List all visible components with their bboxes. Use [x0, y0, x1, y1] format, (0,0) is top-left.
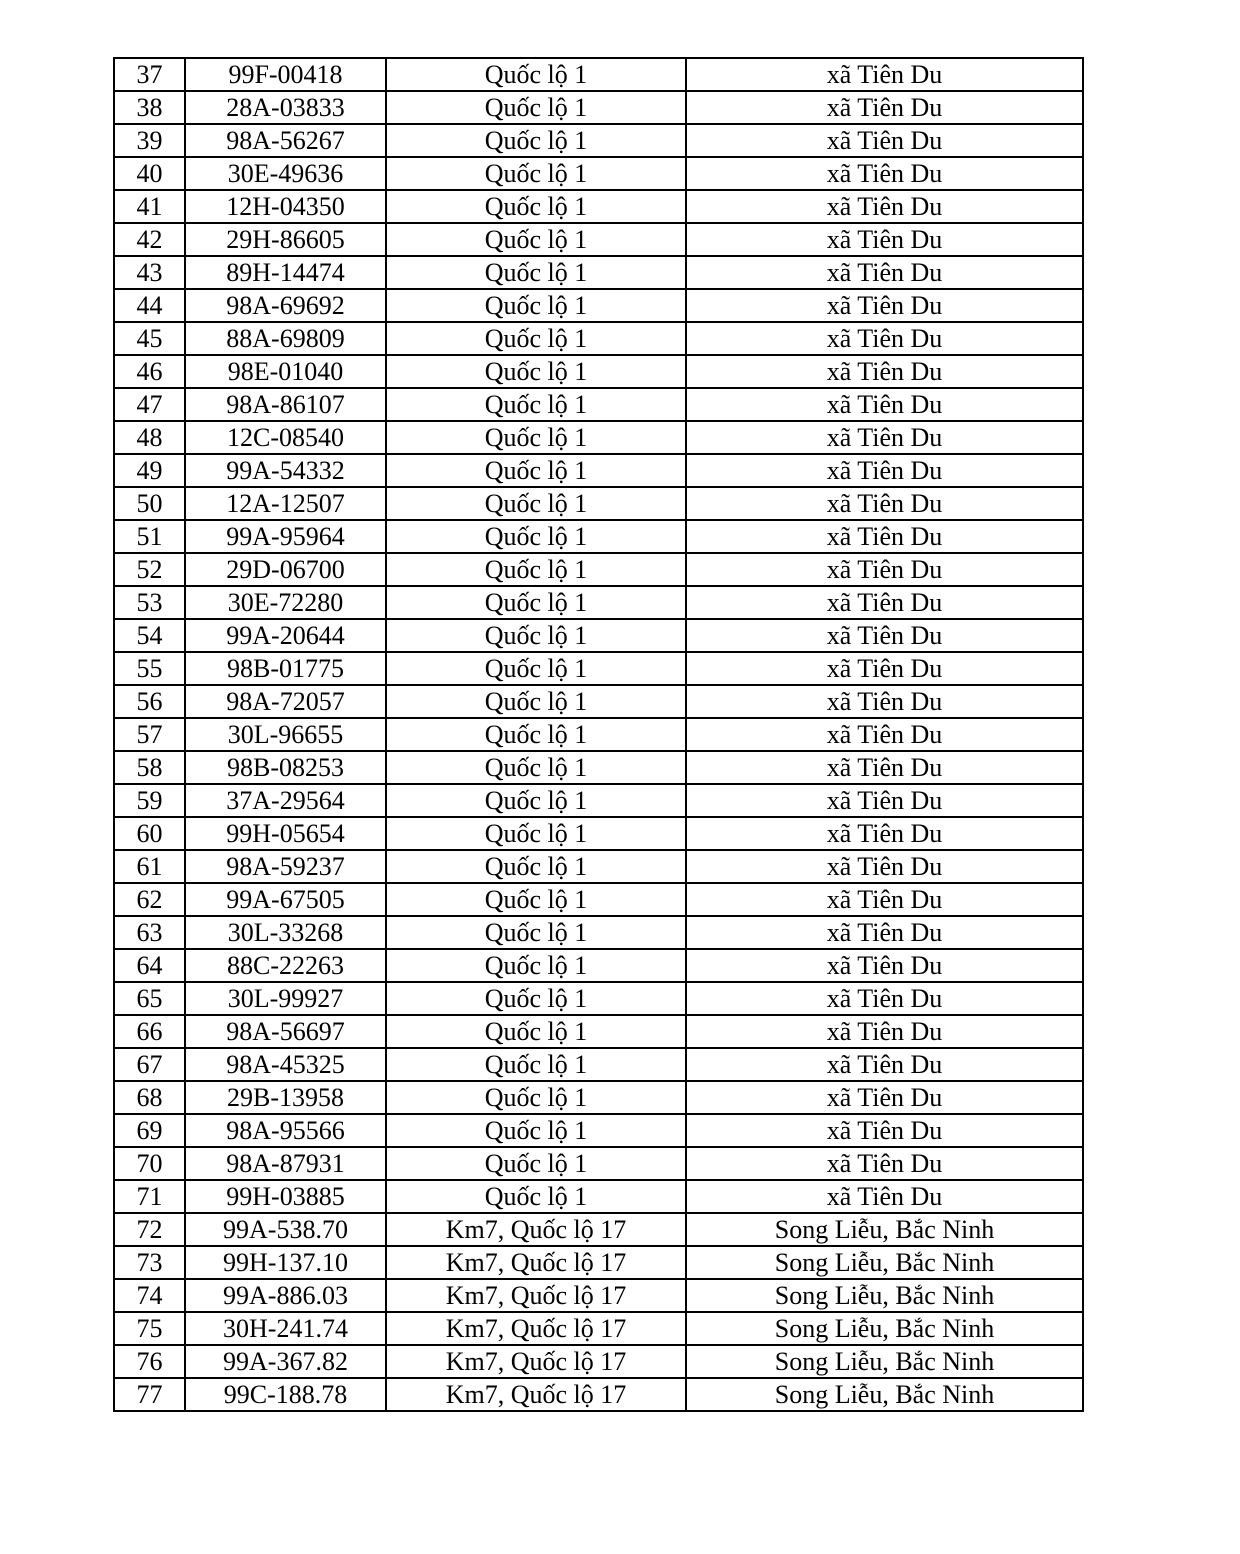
violation-table: [113, 57, 1084, 1412]
plate-number-cell: 98B-01775: [185, 652, 386, 685]
row-number-cell: 38: [114, 91, 185, 124]
location-cell: Quốc lộ 1: [386, 883, 686, 916]
plate-number-cell: 30L-33268: [185, 916, 386, 949]
location-cell: Quốc lộ 1: [386, 322, 686, 355]
row-number-cell: 45: [114, 322, 185, 355]
plate-number-cell: 88A-69809: [185, 322, 386, 355]
location-cell: Quốc lộ 1: [386, 685, 686, 718]
row-number-cell: 41: [114, 190, 185, 223]
location-cell: Quốc lộ 1: [386, 982, 686, 1015]
unit-cell: xã Tiên Du: [686, 850, 1083, 883]
unit-cell: Song Liễu, Bắc Ninh: [686, 1279, 1083, 1312]
row-number-cell: 73: [114, 1246, 185, 1279]
location-cell: Quốc lộ 1: [386, 355, 686, 388]
row-number-cell: 68: [114, 1081, 185, 1114]
unit-cell: xã Tiên Du: [686, 1048, 1083, 1081]
row-number-cell: 55: [114, 652, 185, 685]
plate-number-cell: 99A-886.03: [185, 1279, 386, 1312]
table-row: [114, 817, 1083, 850]
location-cell: Km7, Quốc lộ 17: [386, 1378, 686, 1411]
row-number-cell: 64: [114, 949, 185, 982]
table-row: [114, 355, 1083, 388]
unit-cell: xã Tiên Du: [686, 421, 1083, 454]
row-number-cell: 61: [114, 850, 185, 883]
row-number-cell: 71: [114, 1180, 185, 1213]
unit-cell: xã Tiên Du: [686, 883, 1083, 916]
location-cell: Quốc lộ 1: [386, 421, 686, 454]
plate-number-cell: 99A-54332: [185, 454, 386, 487]
table-row: [114, 685, 1083, 718]
table-row: [114, 223, 1083, 256]
row-number-cell: 57: [114, 718, 185, 751]
location-cell: Quốc lộ 1: [386, 1180, 686, 1213]
row-number-cell: 65: [114, 982, 185, 1015]
plate-number-cell: 99H-137.10: [185, 1246, 386, 1279]
row-number-cell: 50: [114, 487, 185, 520]
plate-number-cell: 12A-12507: [185, 487, 386, 520]
plate-number-cell: 29D-06700: [185, 553, 386, 586]
row-number-cell: 66: [114, 1015, 185, 1048]
table-row: [114, 1081, 1083, 1114]
location-cell: Quốc lộ 1: [386, 916, 686, 949]
table-row: [114, 520, 1083, 553]
unit-cell: xã Tiên Du: [686, 1180, 1083, 1213]
location-cell: Quốc lộ 1: [386, 91, 686, 124]
table-row: [114, 1180, 1083, 1213]
row-number-cell: 62: [114, 883, 185, 916]
table-row: [114, 1015, 1083, 1048]
plate-number-cell: 12C-08540: [185, 421, 386, 454]
plate-number-cell: 99A-538.70: [185, 1213, 386, 1246]
table-row: [114, 883, 1083, 916]
plate-number-cell: 98A-59237: [185, 850, 386, 883]
unit-cell: xã Tiên Du: [686, 916, 1083, 949]
plate-number-cell: 99F-00418: [185, 58, 386, 91]
unit-cell: Song Liễu, Bắc Ninh: [686, 1345, 1083, 1378]
table-row: [114, 949, 1083, 982]
location-cell: Quốc lộ 1: [386, 949, 686, 982]
table-row: [114, 157, 1083, 190]
location-cell: Km7, Quốc lộ 17: [386, 1312, 686, 1345]
location-cell: Quốc lộ 1: [386, 850, 686, 883]
plate-number-cell: 99C-188.78: [185, 1378, 386, 1411]
table-row: [114, 1345, 1083, 1378]
location-cell: Quốc lộ 1: [386, 487, 686, 520]
table-row: [114, 718, 1083, 751]
unit-cell: Song Liễu, Bắc Ninh: [686, 1213, 1083, 1246]
plate-number-cell: 37A-29564: [185, 784, 386, 817]
unit-cell: Song Liễu, Bắc Ninh: [686, 1378, 1083, 1411]
plate-number-cell: 99H-05654: [185, 817, 386, 850]
table-row: [114, 1048, 1083, 1081]
unit-cell: Song Liễu, Bắc Ninh: [686, 1312, 1083, 1345]
row-number-cell: 47: [114, 388, 185, 421]
table-row: [114, 388, 1083, 421]
table-row: [114, 289, 1083, 322]
plate-number-cell: 99A-67505: [185, 883, 386, 916]
plate-number-cell: 30E-49636: [185, 157, 386, 190]
row-number-cell: 76: [114, 1345, 185, 1378]
plate-number-cell: 30L-96655: [185, 718, 386, 751]
location-cell: Quốc lộ 1: [386, 454, 686, 487]
unit-cell: xã Tiên Du: [686, 289, 1083, 322]
table-row: [114, 1114, 1083, 1147]
table-row: [114, 487, 1083, 520]
row-number-cell: 42: [114, 223, 185, 256]
row-number-cell: 40: [114, 157, 185, 190]
unit-cell: xã Tiên Du: [686, 454, 1083, 487]
location-cell: Quốc lộ 1: [386, 817, 686, 850]
plate-number-cell: 99A-20644: [185, 619, 386, 652]
location-cell: Quốc lộ 1: [386, 619, 686, 652]
unit-cell: xã Tiên Du: [686, 1147, 1083, 1180]
row-number-cell: 52: [114, 553, 185, 586]
location-cell: Quốc lộ 1: [386, 1114, 686, 1147]
location-cell: Quốc lộ 1: [386, 784, 686, 817]
plate-number-cell: 98A-86107: [185, 388, 386, 421]
table-row: [114, 652, 1083, 685]
row-number-cell: 63: [114, 916, 185, 949]
unit-cell: xã Tiên Du: [686, 586, 1083, 619]
plate-number-cell: 98B-08253: [185, 751, 386, 784]
table-row: [114, 586, 1083, 619]
unit-cell: xã Tiên Du: [686, 652, 1083, 685]
plate-number-cell: 98E-01040: [185, 355, 386, 388]
unit-cell: xã Tiên Du: [686, 256, 1083, 289]
table-row: [114, 850, 1083, 883]
plate-number-cell: 30L-99927: [185, 982, 386, 1015]
table-row: [114, 58, 1083, 91]
unit-cell: xã Tiên Du: [686, 1015, 1083, 1048]
location-cell: Quốc lộ 1: [386, 124, 686, 157]
row-number-cell: 49: [114, 454, 185, 487]
unit-cell: xã Tiên Du: [686, 817, 1083, 850]
table-body: [114, 58, 1083, 1411]
plate-number-cell: 98A-45325: [185, 1048, 386, 1081]
unit-cell: xã Tiên Du: [686, 949, 1083, 982]
row-number-cell: 72: [114, 1213, 185, 1246]
plate-number-cell: 29B-13958: [185, 1081, 386, 1114]
unit-cell: xã Tiên Du: [686, 520, 1083, 553]
row-number-cell: 58: [114, 751, 185, 784]
row-number-cell: 75: [114, 1312, 185, 1345]
unit-cell: xã Tiên Du: [686, 982, 1083, 1015]
table-row: [114, 322, 1083, 355]
location-cell: Quốc lộ 1: [386, 1015, 686, 1048]
plate-number-cell: 99A-95964: [185, 520, 386, 553]
table-row: [114, 91, 1083, 124]
location-cell: Quốc lộ 1: [386, 1147, 686, 1180]
table-row: [114, 421, 1083, 454]
table-row: [114, 982, 1083, 1015]
table-row: [114, 751, 1083, 784]
plate-number-cell: 98A-56267: [185, 124, 386, 157]
row-number-cell: 67: [114, 1048, 185, 1081]
row-number-cell: 74: [114, 1279, 185, 1312]
unit-cell: xã Tiên Du: [686, 91, 1083, 124]
row-number-cell: 51: [114, 520, 185, 553]
plate-number-cell: 98A-95566: [185, 1114, 386, 1147]
location-cell: Km7, Quốc lộ 17: [386, 1213, 686, 1246]
row-number-cell: 43: [114, 256, 185, 289]
row-number-cell: 69: [114, 1114, 185, 1147]
plate-number-cell: 98A-69692: [185, 289, 386, 322]
unit-cell: xã Tiên Du: [686, 487, 1083, 520]
row-number-cell: 46: [114, 355, 185, 388]
unit-cell: xã Tiên Du: [686, 751, 1083, 784]
location-cell: Quốc lộ 1: [386, 157, 686, 190]
row-number-cell: 60: [114, 817, 185, 850]
row-number-cell: 53: [114, 586, 185, 619]
unit-cell: xã Tiên Du: [686, 1081, 1083, 1114]
table-row: [114, 190, 1083, 223]
table-row: [114, 124, 1083, 157]
unit-cell: xã Tiên Du: [686, 1114, 1083, 1147]
location-cell: Quốc lộ 1: [386, 652, 686, 685]
table-row: [114, 619, 1083, 652]
row-number-cell: 44: [114, 289, 185, 322]
table-row: [114, 1213, 1083, 1246]
row-number-cell: 77: [114, 1378, 185, 1411]
plate-number-cell: 12H-04350: [185, 190, 386, 223]
row-number-cell: 70: [114, 1147, 185, 1180]
location-cell: Quốc lộ 1: [386, 586, 686, 619]
location-cell: Quốc lộ 1: [386, 520, 686, 553]
unit-cell: xã Tiên Du: [686, 388, 1083, 421]
row-number-cell: 39: [114, 124, 185, 157]
plate-number-cell: 98A-87931: [185, 1147, 386, 1180]
table-row: [114, 1246, 1083, 1279]
location-cell: Quốc lộ 1: [386, 58, 686, 91]
location-cell: Km7, Quốc lộ 17: [386, 1345, 686, 1378]
unit-cell: xã Tiên Du: [686, 223, 1083, 256]
plate-number-cell: 98A-72057: [185, 685, 386, 718]
plate-number-cell: 99H-03885: [185, 1180, 386, 1213]
unit-cell: xã Tiên Du: [686, 619, 1083, 652]
unit-cell: xã Tiên Du: [686, 553, 1083, 586]
location-cell: Km7, Quốc lộ 17: [386, 1279, 686, 1312]
table-row: [114, 256, 1083, 289]
plate-number-cell: 30H-241.74: [185, 1312, 386, 1345]
unit-cell: Song Liễu, Bắc Ninh: [686, 1246, 1083, 1279]
table-row: [114, 1378, 1083, 1411]
unit-cell: xã Tiên Du: [686, 685, 1083, 718]
location-cell: Km7, Quốc lộ 17: [386, 1246, 686, 1279]
table-row: [114, 454, 1083, 487]
plate-number-cell: 98A-56697: [185, 1015, 386, 1048]
location-cell: Quốc lộ 1: [386, 190, 686, 223]
location-cell: Quốc lộ 1: [386, 751, 686, 784]
table-row: [114, 553, 1083, 586]
location-cell: Quốc lộ 1: [386, 223, 686, 256]
unit-cell: xã Tiên Du: [686, 190, 1083, 223]
row-number-cell: 56: [114, 685, 185, 718]
location-cell: Quốc lộ 1: [386, 1048, 686, 1081]
location-cell: Quốc lộ 1: [386, 1081, 686, 1114]
unit-cell: xã Tiên Du: [686, 124, 1083, 157]
plate-number-cell: 88C-22263: [185, 949, 386, 982]
unit-cell: xã Tiên Du: [686, 322, 1083, 355]
table-row: [114, 1312, 1083, 1345]
table-row: [114, 916, 1083, 949]
unit-cell: xã Tiên Du: [686, 157, 1083, 190]
location-cell: Quốc lộ 1: [386, 289, 686, 322]
plate-number-cell: 99A-367.82: [185, 1345, 386, 1378]
row-number-cell: 59: [114, 784, 185, 817]
unit-cell: xã Tiên Du: [686, 784, 1083, 817]
plate-number-cell: 28A-03833: [185, 91, 386, 124]
plate-number-cell: 30E-72280: [185, 586, 386, 619]
location-cell: Quốc lộ 1: [386, 388, 686, 421]
location-cell: Quốc lộ 1: [386, 256, 686, 289]
unit-cell: xã Tiên Du: [686, 718, 1083, 751]
row-number-cell: 54: [114, 619, 185, 652]
location-cell: Quốc lộ 1: [386, 718, 686, 751]
row-number-cell: 48: [114, 421, 185, 454]
unit-cell: xã Tiên Du: [686, 58, 1083, 91]
location-cell: Quốc lộ 1: [386, 553, 686, 586]
plate-number-cell: 29H-86605: [185, 223, 386, 256]
plate-number-cell: 89H-14474: [185, 256, 386, 289]
table-row: [114, 1279, 1083, 1312]
table-row: [114, 784, 1083, 817]
row-number-cell: 37: [114, 58, 185, 91]
unit-cell: xã Tiên Du: [686, 355, 1083, 388]
table-row: [114, 1147, 1083, 1180]
